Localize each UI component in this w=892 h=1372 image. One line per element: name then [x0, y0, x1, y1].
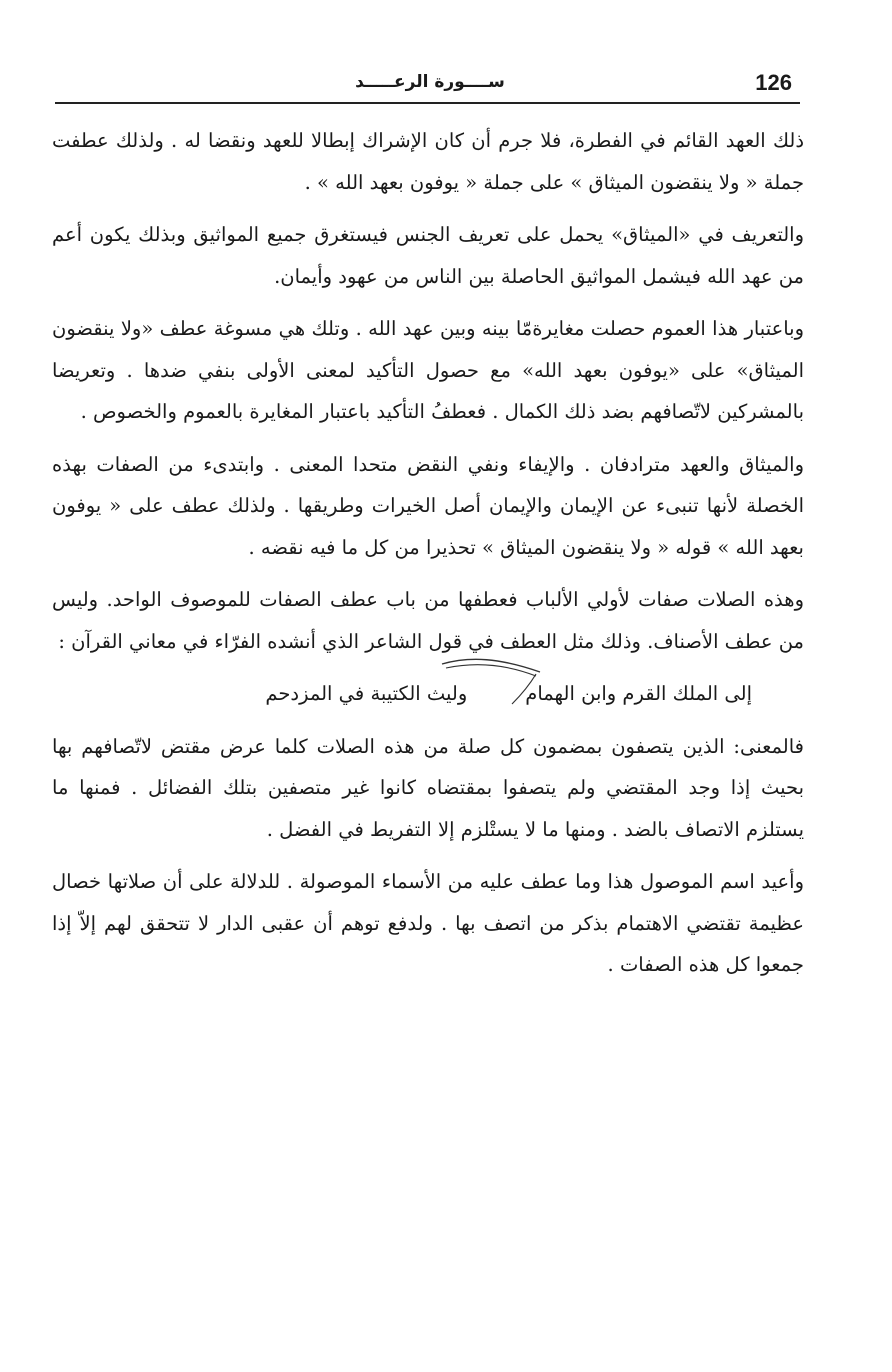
paragraph: وأعيد اسم الموصول هذا وما عطف عليه من الأسماء الموصولة . للدلالة على أن صلاتها خصال عظيمة تقتضي الاهتمام بذكر من اتصف بها . ولدفع توهم أن عقبى الدار لا تتحقق لهم إلاّ إذا جمعوا كل هذه الصفات . [52, 870, 804, 976]
header-divider [55, 102, 800, 104]
paragraph: وباعتبار هذا العموم حصلت مغايرةمّا بينه وبين عهد الله . وتلك هي مسوغة عطف «ولا ينقضون الميثاق» على «يوفون بعهد الله» مع حصول التأكيد لمعنى الأولى بنفي ضدها . وتعريضا بالمشركين لاتّصافهم بضد ذلك الكمال . فعطفُ التأكيد باعتبار المغايرة بالعموم والخصوص . [52, 317, 804, 423]
paragraph: فالمعنى: الذين يتصفون بمضمون كل صلة من هذه الصلات كلما عرض مقتض لاتّصافهم بها بحيث إذا وجد المقتضي ولم يتصفوا بمقتضاه كانوا غير متصفين بتلك الفضائل . فمنها ما يستلزم الاتصاف بالضد . ومنها ما لا يستْلزم إلا التفريط في الفضل . [52, 734, 804, 841]
running-title: ســــورة الرعـــــد [355, 72, 505, 92]
paragraph: والتعريف في «الميثاق» يحمل على تعريف الجنس فيستغرق جميع المواثيق وبذلك يكون أعم من عهد الله فيشمل المواثيق الحاصلة بين الناس من عهود وأيمان. [52, 223, 804, 288]
page-number: 126 [755, 70, 792, 95]
verse-second-hemistich: وليث الكتيبة في المزدحم [265, 682, 468, 705]
page-header [55, 62, 800, 104]
paragraph: ذلك العهد القائم في الفطرة، فلا جرم أن كان الإشراك إبطالا للعهد ونقضا له . ولذلك عطفت جملة « ولا ينقضون الميثاق » على جملة « يوفون بعهد الله » . [52, 129, 804, 194]
paragraph: وهذه الصلات صفات لأولي الألباب فعطفها من باب عطف الصفات للموصوف الواحد. وليس من عطف الأصناف. وذلك مثل العطف في قول الشاعر الذي أنشده الفرّاء في معاني القرآن : [52, 588, 804, 653]
verse-first-hemistich: إلى الملك القرم وابن الهمام [525, 682, 752, 705]
paragraph: والميثاق والعهد مترادفان . والإيفاء ونفي النقض متحدا المعنى . وابتدىء من الصفات بهذه الخصلة لأنها تنبىء عن الإيمان والإيمان أصل الخيرات وطريقها . ولذلك عطف على « يوفون بعهد الله » قوله « ولا ينقضون الميثاق » تحذيرا من كل ما فيه نقضه . [52, 452, 804, 559]
poetry-verse [52, 673, 804, 715]
body-text [52, 120, 804, 986]
